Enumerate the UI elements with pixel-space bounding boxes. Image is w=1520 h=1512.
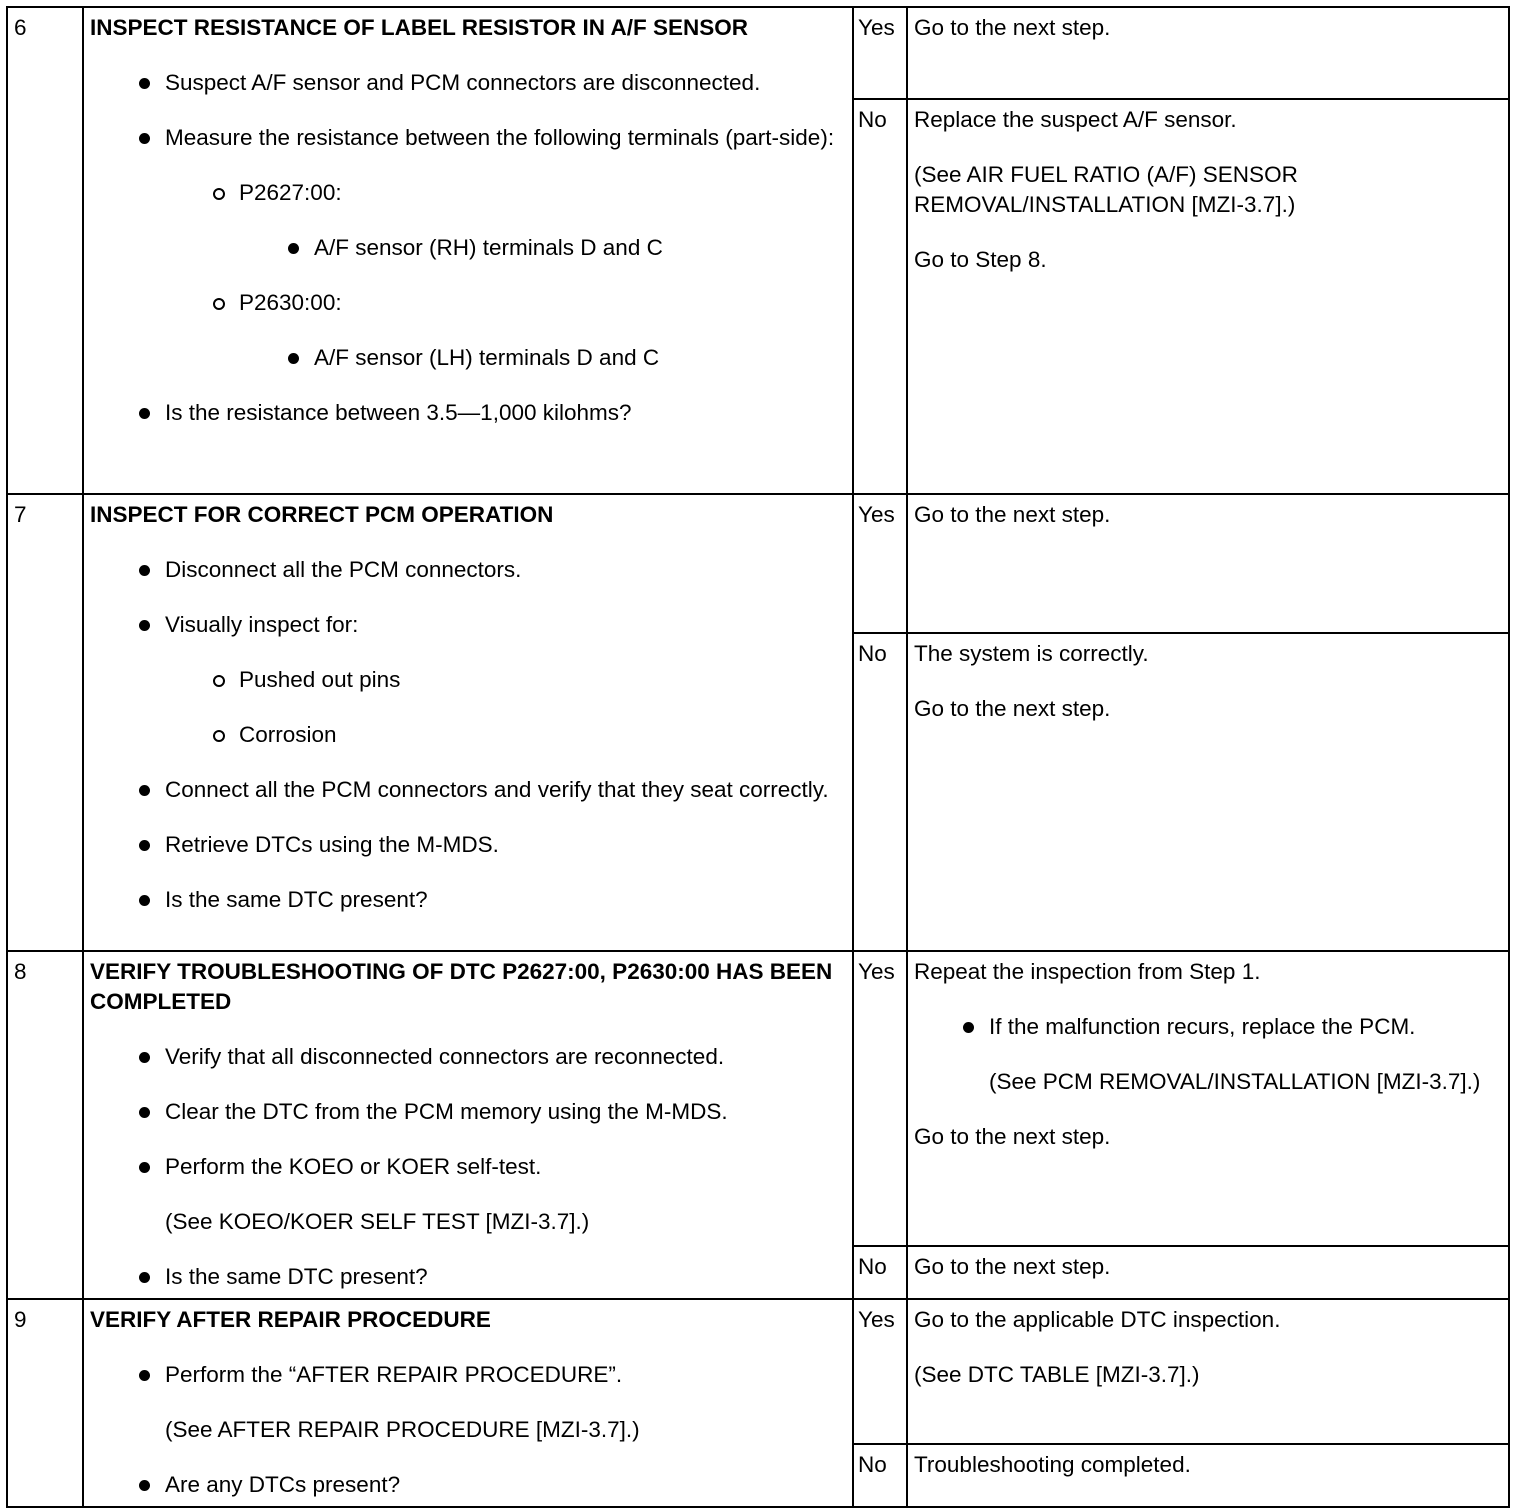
result-text: Go to the next step.	[914, 1124, 1111, 1149]
bullet-item: Connect all the PCM connectors and verify that they seat correctly.	[90, 775, 846, 805]
step-7-yes-row	[7, 494, 1509, 633]
step-title: INSPECT FOR CORRECT PCM OPERATION	[90, 502, 554, 527]
step-number: 6	[7, 7, 83, 494]
no-result	[907, 99, 1509, 494]
result-text: Go to Step 8.	[914, 247, 1047, 272]
step-8-procedure	[83, 951, 853, 1299]
sub-bullet-item: P2630:00:	[90, 288, 846, 318]
step-6-procedure	[83, 7, 853, 494]
sub-bullet-item: Pushed out pins	[90, 665, 846, 695]
no-label: No	[853, 1246, 907, 1299]
yes-result	[907, 1299, 1509, 1444]
troubleshooting-table	[6, 6, 1510, 1508]
bullet-item: Are any DTCs present?	[90, 1470, 846, 1500]
result-text: Go to the next step.	[914, 696, 1111, 721]
result-text: The system is correctly.	[914, 641, 1149, 666]
result-text: (See DTC TABLE [MZI-3.7].)	[914, 1362, 1200, 1387]
no-result	[907, 1246, 1509, 1299]
sub-bullet-item: Corrosion	[90, 720, 846, 750]
result-text: Go to the next step.	[914, 502, 1111, 527]
reference-text: (See AFTER REPAIR PROCEDURE [MZI-3.7].)	[165, 1417, 640, 1442]
yes-result	[907, 7, 1509, 99]
bullet-item: Visually inspect for:	[90, 610, 846, 640]
sub-sub-bullet-item: A/F sensor (LH) terminals D and C	[90, 343, 846, 373]
step-9-yes-row	[7, 1299, 1509, 1444]
bullet-item: Disconnect all the PCM connectors.	[90, 555, 846, 585]
bullet-item: Is the resistance between 3.5—1,000 kilohms?	[90, 398, 846, 428]
bullet-item: Clear the DTC from the PCM memory using the M-MDS.	[90, 1097, 846, 1127]
sub-sub-bullet-item: A/F sensor (RH) terminals D and C	[90, 233, 846, 263]
bullet-item: Retrieve DTCs using the M-MDS.	[90, 830, 846, 860]
reference-text: (See KOEO/KOER SELF TEST [MZI-3.7].)	[165, 1209, 590, 1234]
result-text: (See AIR FUEL RATIO (A/F) SENSOR REMOVAL/INSTALLATION [MZI-3.7].)	[914, 162, 1298, 217]
yes-label: Yes	[853, 1299, 907, 1444]
no-label: No	[853, 1444, 907, 1507]
no-label: No	[853, 633, 907, 951]
bullet-item: Perform the “AFTER REPAIR PROCEDURE”.	[90, 1360, 846, 1390]
result-text: Troubleshooting completed.	[914, 1452, 1191, 1477]
result-text: Go to the applicable DTC inspection.	[914, 1307, 1281, 1332]
step-7-procedure	[83, 494, 853, 951]
result-text: Go to the next step.	[914, 1254, 1111, 1279]
troubleshooting-table-wrapper	[6, 6, 1508, 1506]
step-9-procedure	[83, 1299, 853, 1507]
step-6-yes-row	[7, 7, 1509, 99]
result-text: Repeat the inspection from Step 1.	[914, 959, 1261, 984]
bullet-item: Perform the KOEO or KOER self-test.	[90, 1152, 846, 1182]
no-result	[907, 1444, 1509, 1507]
step-number: 7	[7, 494, 83, 951]
sub-bullet-item: P2627:00:	[90, 178, 846, 208]
bullet-item: Suspect A/F sensor and PCM connectors are disconnected.	[90, 68, 846, 98]
yes-label: Yes	[853, 7, 907, 99]
step-title: VERIFY AFTER REPAIR PROCEDURE	[90, 1307, 491, 1332]
bullet-item: Is the same DTC present?	[90, 1262, 846, 1292]
yes-label: Yes	[853, 494, 907, 633]
bullet-item: Verify that all disconnected connectors are reconnected.	[90, 1042, 846, 1072]
yes-result	[907, 494, 1509, 633]
step-8-yes-row	[7, 951, 1509, 1246]
step-title: VERIFY TROUBLESHOOTING OF DTC P2627:00, P2630:00 HAS BEEN COMPLETED	[90, 959, 833, 1014]
result-bullet-item: If the malfunction recurs, replace the PCM.	[914, 1012, 1502, 1042]
yes-label: Yes	[853, 951, 907, 1246]
result-reference-text: (See PCM REMOVAL/INSTALLATION [MZI-3.7].)	[989, 1069, 1481, 1094]
yes-result	[907, 951, 1509, 1246]
bullet-item: Measure the resistance between the following terminals (part-side):	[90, 123, 846, 153]
bullet-item: Is the same DTC present?	[90, 885, 846, 915]
step-title: INSPECT RESISTANCE OF LABEL RESISTOR IN A/F SENSOR	[90, 15, 748, 40]
result-text: Go to the next step.	[914, 15, 1111, 40]
step-number: 9	[7, 1299, 83, 1507]
result-text: Replace the suspect A/F sensor.	[914, 107, 1237, 132]
no-label: No	[853, 99, 907, 494]
step-number: 8	[7, 951, 83, 1299]
no-result	[907, 633, 1509, 951]
